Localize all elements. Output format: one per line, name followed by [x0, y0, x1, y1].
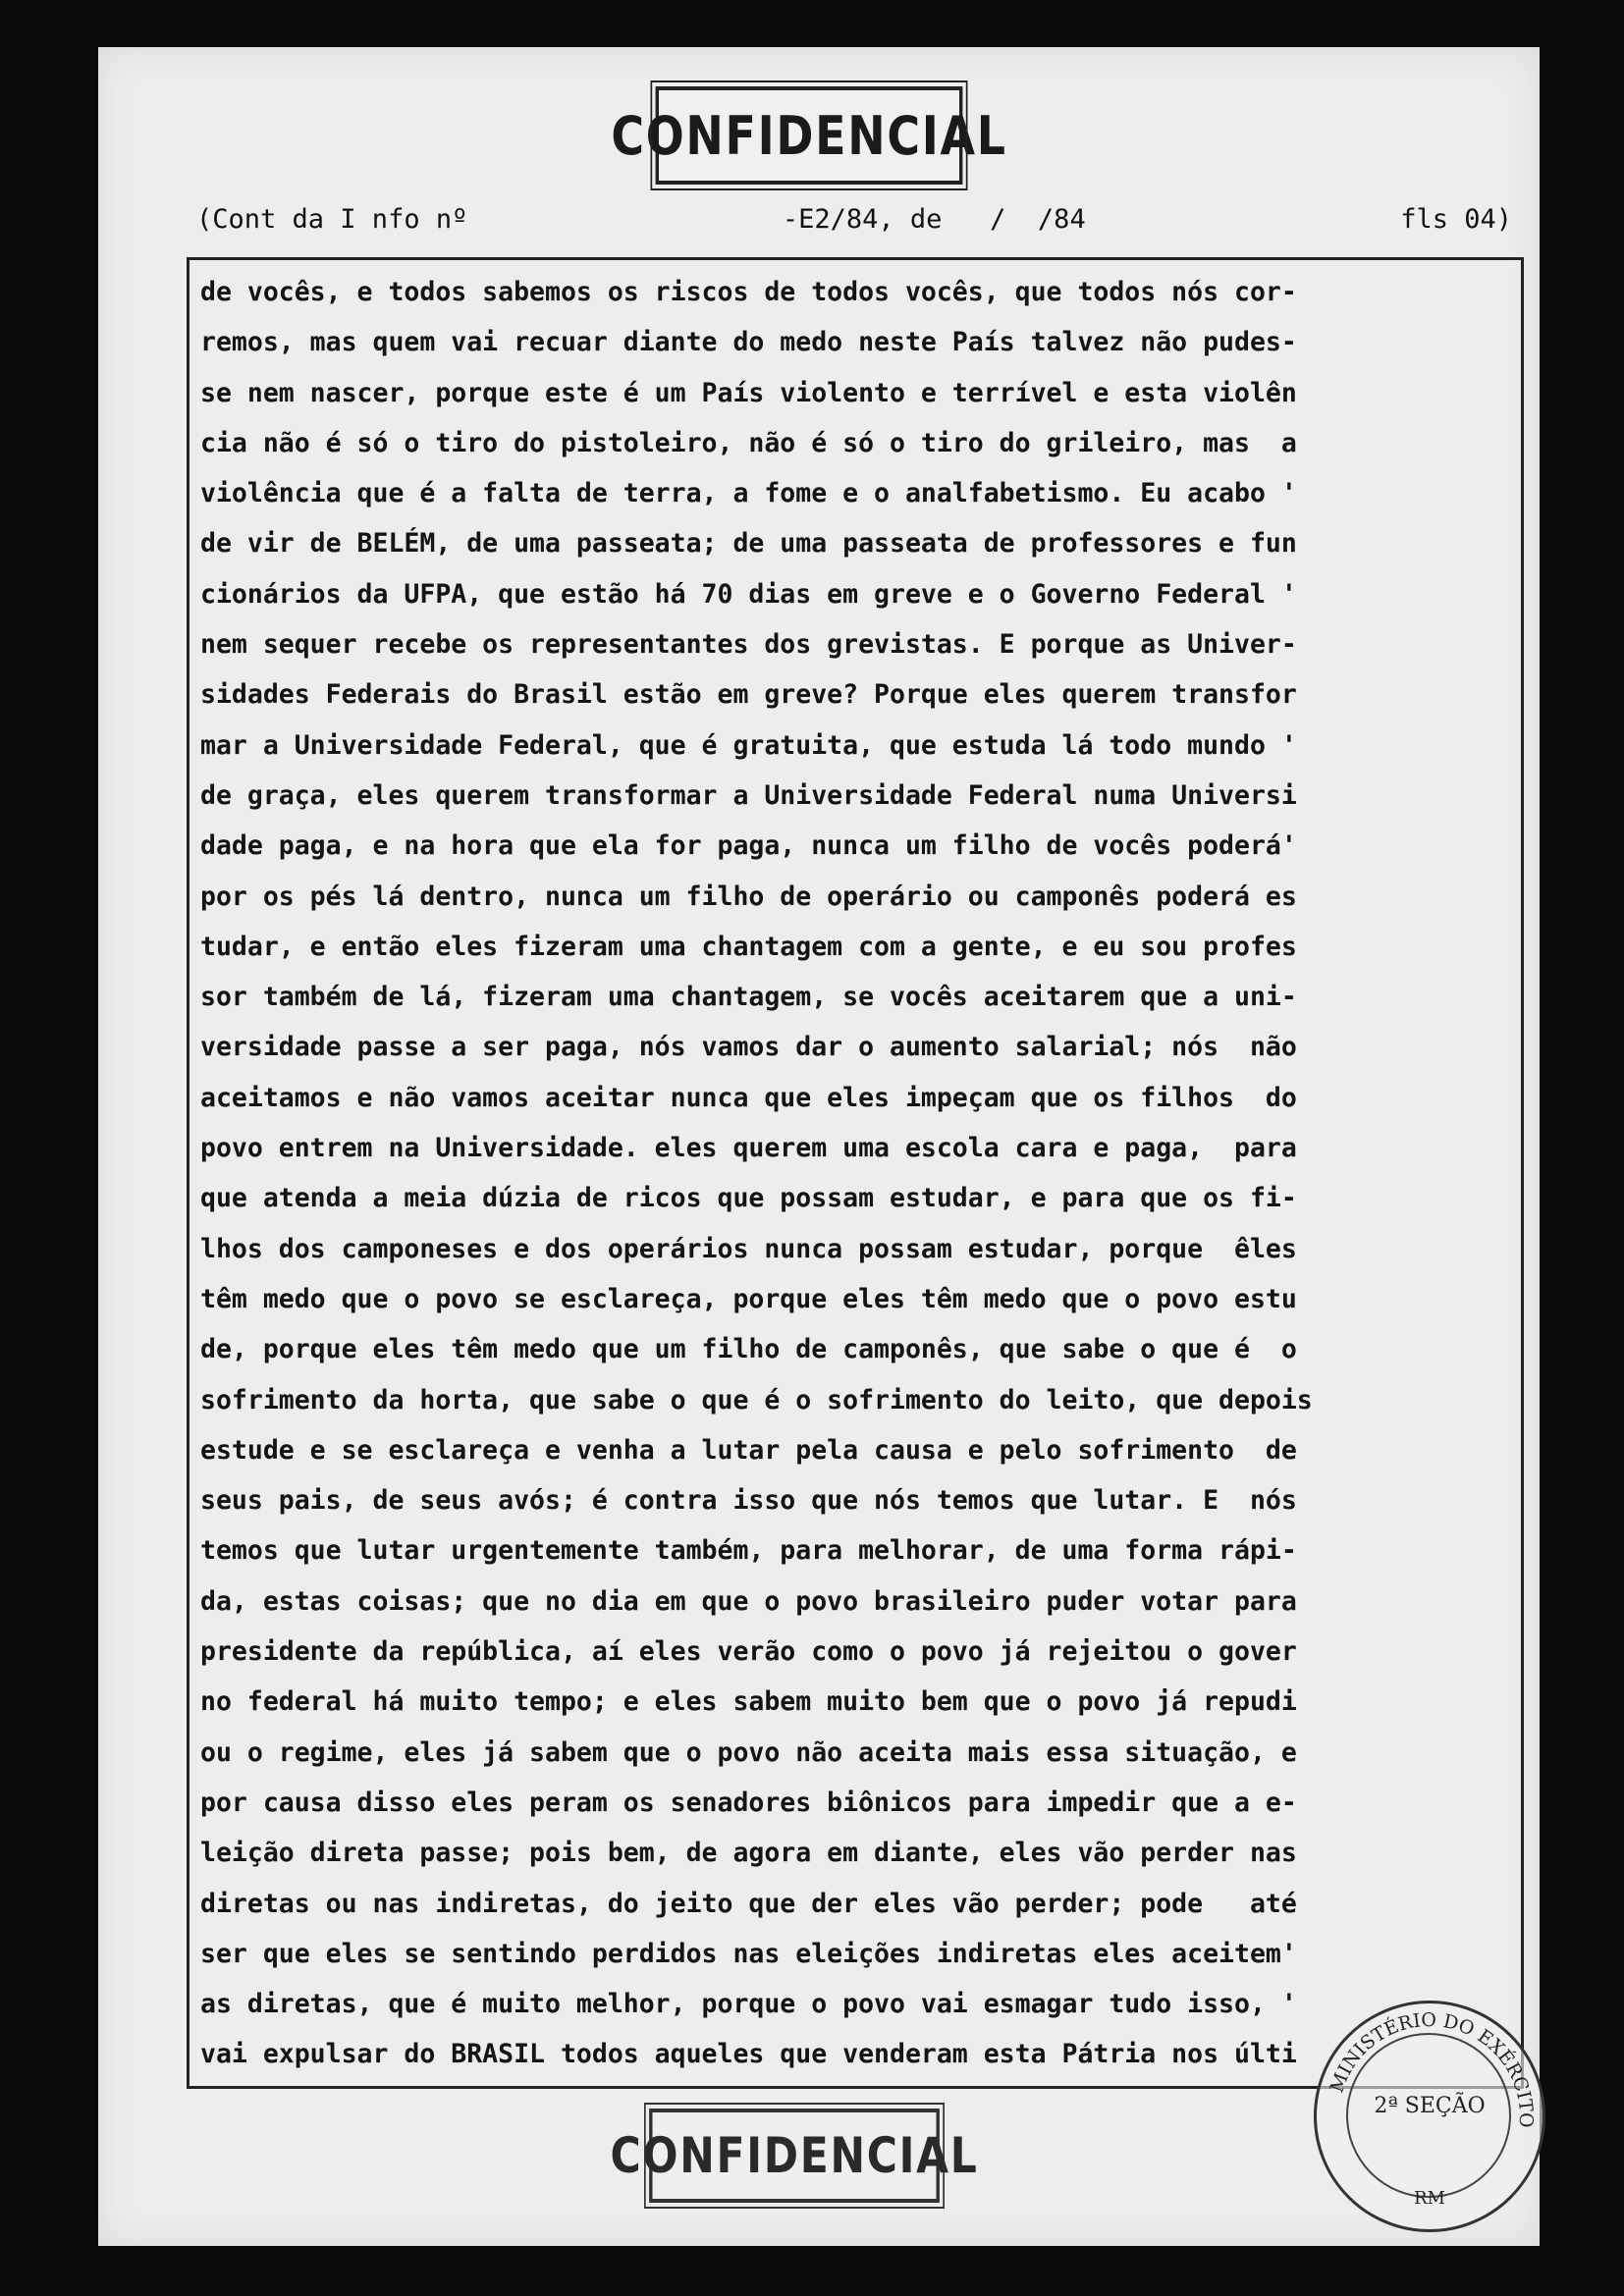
body-line: têm medo que o povo se esclareça, porque eles têm medo que o povo estu — [200, 1283, 1297, 1314]
body-line: as diretas, que é muito melhor, porque o povo vai esmagar tudo isso, ' — [200, 1989, 1297, 2020]
body-line: vai expulsar do BRASIL todos aqueles que venderam esta Pátria nos últi — [200, 2039, 1297, 2070]
body-line: remos, mas quem vai recuar diante do medo neste País talvez não pudes- — [200, 327, 1297, 358]
body-line: presidente da república, aí eles verão como o povo já rejeitou o gover — [200, 1636, 1297, 1668]
body-line: estude e se esclareça e venha a lutar pela causa e pelo sofrimento de — [200, 1434, 1297, 1466]
body-line: cionários da UFPA, que estão há 70 dias em greve e o Governo Federal ' — [200, 578, 1297, 610]
seal-center-label: 2ª SEÇÃO — [1374, 2094, 1486, 2118]
seal-bottom-label: RM — [1414, 2188, 1445, 2209]
body-line: aceitamos e não vamos aceitar nunca que eles impeçam que os filhos do — [200, 1082, 1297, 1113]
seal-ring-label: MINISTÉRIO DO EXÉRCITO — [1326, 2008, 1538, 2129]
body-line: violência que é a falta de terra, a fome e o analfabetismo. Eu acabo ' — [200, 478, 1297, 509]
header-page-number: fls 04) — [1400, 204, 1512, 235]
body-line: se nem nascer, porque este é um País violento e terrível e esta violên — [200, 377, 1297, 408]
body-line: mar a Universidade Federal, que é gratuita, que estuda lá todo mundo ' — [200, 729, 1297, 761]
body-line: povo entrem na Universidade. eles querem uma escola cara e paga, para — [200, 1133, 1297, 1164]
document-header — [196, 204, 1512, 235]
stamp-top-text: CONFIDENCIAL — [611, 104, 1007, 167]
header-reference: -E2/84, de / /84 — [782, 204, 1086, 235]
body-line: versidade passe a ser paga, nós vamos dar o aumento salarial; nós não — [200, 1032, 1297, 1063]
body-line: de graça, eles querem transformar a Universidade Federal numa Universi — [200, 779, 1297, 811]
body-line: por os pés lá dentro, nunca um filho de operário ou camponês poderá es — [200, 881, 1297, 912]
document-page — [98, 47, 1540, 2246]
body-line: tudar, e então eles fizeram uma chantagem com a gente, e eu sou profes — [200, 931, 1297, 962]
body-line: da, estas coisas; que no dia em que o povo brasileiro puder votar para — [200, 1585, 1297, 1617]
body-line: que atenda a meia dúzia de ricos que possam estudar, e para que os fi- — [200, 1183, 1297, 1214]
body-line: de vir de BELÉM, de uma passeata; de uma passeata de professores e fun — [200, 528, 1297, 560]
body-line: cia não é só o tiro do pistoleiro, não é só o tiro do grileiro, mas a — [200, 427, 1297, 458]
body-text — [200, 267, 1506, 2080]
body-line: de, porque eles têm medo que um filho de camponês, que sabe o que é o — [200, 1334, 1297, 1365]
body-line: ou o regime, eles já sabem que o povo não aceita mais essa situação, e — [200, 1736, 1297, 1768]
body-line: nem sequer recebe os representantes dos grevistas. E porque as Univer- — [200, 629, 1297, 661]
body-line: sofrimento da horta, que sabe o que é o sofrimento do leito, que depois — [200, 1384, 1313, 1415]
header-info-number: (Cont da I nfo nº — [196, 204, 468, 235]
body-line: seus pais, de seus avós; é contra isso que nós temos que lutar. E nós — [200, 1485, 1297, 1517]
body-line: sor também de lá, fizeram uma chantagem, se vocês aceitarem que a uni- — [200, 982, 1297, 1013]
body-line: diretas ou nas indiretas, do jeito que der eles vão perder; pode até — [200, 1888, 1297, 1919]
body-line: leição direta passe; pois bem, de agora em diante, eles vão perder nas — [200, 1838, 1297, 1869]
stamp-bottom-text: CONFIDENCIAL — [610, 2127, 979, 2184]
body-line: dade paga, e na hora que ela for paga, nunca um filho de vocês poderá' — [200, 830, 1297, 862]
body-line: no federal há muito tempo; e eles sabem muito bem que o povo já repudi — [200, 1686, 1297, 1718]
body-line: sidades Federais do Brasil estão em greve? Porque eles querem transfor — [200, 679, 1297, 711]
body-line: de vocês, e todos sabemos os riscos de todos vocês, que todos nós cor- — [200, 277, 1297, 307]
body-line: temos que lutar urgentemente também, para melhorar, de uma forma rápi- — [200, 1535, 1297, 1567]
army-ministry-seal — [1314, 2001, 1545, 2232]
body-line: por causa disso eles peram os senadores biônicos para impedir que a e- — [200, 1787, 1297, 1818]
body-line: ser que eles se sentindo perdidos nas eleições indiretas eles aceitem' — [200, 1938, 1297, 1969]
confidential-stamp-bottom — [610, 2109, 979, 2203]
confidential-stamp-top — [611, 86, 1007, 185]
body-line: lhos dos camponeses e dos operários nunca possam estudar, porque êles — [200, 1233, 1297, 1264]
